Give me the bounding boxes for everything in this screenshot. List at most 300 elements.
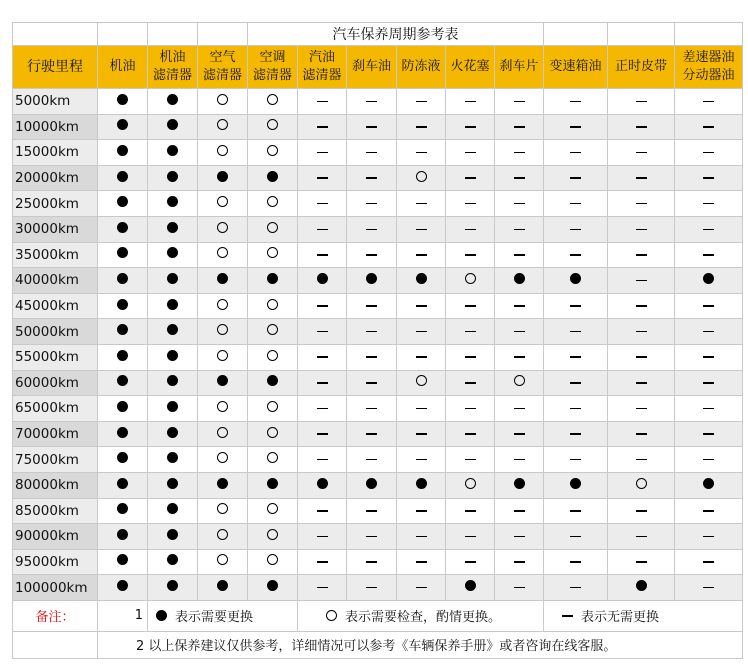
- header-label: 滤清器: [302, 68, 342, 83]
- schedule-cell: [198, 524, 248, 550]
- schedule-cell: [495, 421, 544, 447]
- schedule-cell: [98, 396, 148, 422]
- filled-circle-icon: [267, 171, 278, 182]
- schedule-cell: [248, 242, 298, 268]
- dash-icon: [703, 101, 714, 103]
- open-circle-icon: [267, 299, 278, 310]
- dash-icon: [366, 356, 377, 358]
- schedule-cell: [148, 319, 198, 345]
- schedule-cell: [347, 242, 397, 268]
- dash-icon: [514, 101, 525, 103]
- schedule-cell: [544, 549, 608, 575]
- dash-icon: [317, 126, 328, 128]
- schedule-cell: [148, 498, 198, 524]
- dash-icon: [636, 356, 647, 358]
- open-circle-icon: [267, 427, 278, 438]
- open-circle-icon: [217, 145, 228, 156]
- schedule-cell: [675, 140, 743, 166]
- dash-icon: [317, 101, 328, 103]
- notes-row-2: [13, 631, 743, 658]
- title-blank-cell: [608, 23, 675, 46]
- dash-icon: [514, 587, 525, 589]
- filled-circle-icon: [117, 324, 128, 335]
- legend-filled: [148, 600, 298, 631]
- notes-label: 备注：: [13, 600, 98, 631]
- open-circle-icon: [267, 145, 278, 156]
- filled-circle-icon: [167, 478, 178, 489]
- open-circle-icon: [217, 529, 228, 540]
- filled-circle-icon: [117, 94, 128, 105]
- dash-icon: [703, 536, 714, 538]
- dash-icon: [514, 356, 525, 358]
- schedule-cell: [98, 114, 148, 140]
- dash-icon: [570, 408, 581, 410]
- dash-icon: [465, 331, 476, 333]
- dash-icon: [317, 254, 328, 256]
- schedule-cell: [495, 370, 544, 396]
- schedule-cell: [397, 216, 446, 242]
- schedule-cell: [298, 89, 347, 115]
- dash-icon: [366, 229, 377, 231]
- table-row: [13, 114, 743, 140]
- schedule-cell: [544, 319, 608, 345]
- maintenance-table-wrap: [12, 22, 743, 659]
- schedule-cell: [148, 421, 198, 447]
- dash-icon: [465, 356, 476, 358]
- schedule-cell: [148, 191, 198, 217]
- dash-icon: [703, 561, 714, 563]
- open-circle-icon: [267, 452, 278, 463]
- schedule-cell: [495, 165, 544, 191]
- dash-icon: [636, 536, 647, 538]
- schedule-cell: [198, 549, 248, 575]
- schedule-cell: [148, 575, 198, 601]
- table-row: [13, 396, 743, 422]
- header-label: 差速器油: [682, 50, 735, 65]
- schedule-cell: [248, 191, 298, 217]
- filled-circle-icon: [267, 478, 278, 489]
- filled-circle-icon: [636, 580, 647, 591]
- schedule-cell: [298, 165, 347, 191]
- filled-circle-icon: [416, 478, 427, 489]
- schedule-cell: [608, 498, 675, 524]
- schedule-cell: [98, 319, 148, 345]
- filled-circle-icon: [117, 273, 128, 284]
- schedule-cell: [148, 549, 198, 575]
- schedule-cell: [298, 549, 347, 575]
- dash-icon: [636, 459, 647, 461]
- dash-icon: [366, 305, 377, 307]
- dash-icon: [317, 331, 328, 333]
- schedule-cell: [148, 396, 198, 422]
- schedule-cell: [347, 114, 397, 140]
- schedule-cell: [608, 216, 675, 242]
- schedule-cell: [98, 549, 148, 575]
- schedule-cell: [446, 472, 495, 498]
- dash-icon: [636, 203, 647, 205]
- dash-icon: [703, 356, 714, 358]
- schedule-cell: [397, 524, 446, 550]
- schedule-cell: [98, 216, 148, 242]
- note-number-2: 2: [136, 639, 145, 655]
- header-cell-7: [397, 46, 446, 89]
- dash-icon: [317, 152, 328, 154]
- schedule-cell: [347, 447, 397, 473]
- open-circle-icon: [416, 171, 427, 182]
- schedule-cell: [608, 293, 675, 319]
- schedule-cell: [446, 447, 495, 473]
- schedule-cell: [397, 447, 446, 473]
- schedule-cell: [298, 447, 347, 473]
- header-cell-6: [347, 46, 397, 89]
- schedule-cell: [544, 165, 608, 191]
- table-row: [13, 370, 743, 396]
- dash-icon: [570, 331, 581, 333]
- schedule-cell: [495, 498, 544, 524]
- schedule-cell: [544, 293, 608, 319]
- dash-icon: [366, 152, 377, 154]
- mileage-cell: 55000km: [13, 344, 98, 370]
- dash-icon: [465, 203, 476, 205]
- filled-circle-icon: [167, 503, 178, 514]
- schedule-cell: [298, 421, 347, 447]
- dash-icon: [416, 126, 427, 128]
- open-circle-icon: [267, 529, 278, 540]
- dash-icon: [514, 229, 525, 231]
- schedule-cell: [347, 524, 397, 550]
- table-row: [13, 216, 743, 242]
- schedule-cell: [198, 114, 248, 140]
- schedule-cell: [397, 319, 446, 345]
- schedule-cell: [347, 396, 397, 422]
- filled-circle-icon: [217, 273, 228, 284]
- schedule-cell: [298, 344, 347, 370]
- schedule-cell: [397, 114, 446, 140]
- schedule-cell: [298, 242, 347, 268]
- dash-icon: [636, 177, 647, 179]
- schedule-cell: [675, 89, 743, 115]
- dash-icon: [317, 587, 328, 589]
- dash-icon: [317, 459, 328, 461]
- schedule-cell: [148, 370, 198, 396]
- dash-icon: [703, 433, 714, 435]
- mileage-cell: 45000km: [13, 293, 98, 319]
- schedule-cell: [544, 575, 608, 601]
- schedule-cell: [248, 293, 298, 319]
- schedule-cell: [148, 165, 198, 191]
- filled-circle-icon: [167, 580, 178, 591]
- table-title: 汽车保养周期参考表: [248, 23, 544, 46]
- dash-icon: [570, 536, 581, 538]
- filled-circle-icon: [117, 427, 128, 438]
- filled-circle-icon: [217, 375, 228, 386]
- schedule-cell: [248, 396, 298, 422]
- schedule-cell: [148, 216, 198, 242]
- schedule-cell: [397, 89, 446, 115]
- dash-icon: [366, 408, 377, 410]
- schedule-cell: [675, 216, 743, 242]
- open-circle-icon: [217, 247, 228, 258]
- dash-icon: [570, 203, 581, 205]
- header-label: 机油: [109, 59, 136, 74]
- filled-circle-icon: [167, 401, 178, 412]
- dash-icon: [366, 536, 377, 538]
- schedule-cell: [446, 140, 495, 166]
- schedule-cell: [98, 268, 148, 294]
- open-circle-icon: [217, 324, 228, 335]
- mileage-cell: 35000km: [13, 242, 98, 268]
- schedule-cell: [248, 216, 298, 242]
- schedule-cell: [397, 242, 446, 268]
- dash-icon: [636, 152, 647, 154]
- dash-icon: [570, 229, 581, 231]
- dash-icon: [562, 615, 573, 617]
- dash-icon: [703, 305, 714, 307]
- filled-circle-icon: [117, 196, 128, 207]
- dash-icon: [465, 254, 476, 256]
- filled-circle-icon: [465, 580, 476, 591]
- schedule-cell: [98, 472, 148, 498]
- schedule-cell: [248, 498, 298, 524]
- schedule-cell: [347, 216, 397, 242]
- filled-circle-icon: [117, 554, 128, 565]
- dash-icon: [570, 561, 581, 563]
- table-row: [13, 319, 743, 345]
- mileage-cell: 50000km: [13, 319, 98, 345]
- open-circle-icon: [217, 427, 228, 438]
- schedule-cell: [495, 140, 544, 166]
- dash-icon: [570, 433, 581, 435]
- schedule-cell: [675, 191, 743, 217]
- title-blank-cell: [675, 23, 743, 46]
- dash-icon: [570, 101, 581, 103]
- table-row: [13, 140, 743, 166]
- schedule-cell: [98, 89, 148, 115]
- filled-circle-icon: [117, 478, 128, 489]
- legend-filled-text: 表示需要更换: [175, 610, 254, 626]
- filled-circle-icon: [167, 119, 178, 130]
- header-label: 防冻液: [401, 59, 441, 74]
- filled-circle-icon: [416, 273, 427, 284]
- schedule-cell: [544, 89, 608, 115]
- schedule-cell: [198, 447, 248, 473]
- open-circle-icon: [267, 247, 278, 258]
- table-row: [13, 524, 743, 550]
- open-circle-icon: [326, 610, 337, 621]
- schedule-cell: [675, 549, 743, 575]
- schedule-cell: [397, 293, 446, 319]
- filled-circle-icon: [167, 273, 178, 284]
- filled-circle-icon: [514, 273, 525, 284]
- schedule-cell: [148, 114, 198, 140]
- dash-icon: [636, 433, 647, 435]
- schedule-cell: [198, 498, 248, 524]
- schedule-cell: [248, 549, 298, 575]
- table-row: [13, 447, 743, 473]
- schedule-cell: [397, 549, 446, 575]
- note-2-text: 以上保养建议仅供参考，详细情况可以参考《车辆保养手册》或者咨询在线客服。: [148, 639, 617, 655]
- maintenance-schedule-table: [12, 22, 743, 659]
- schedule-cell: [347, 549, 397, 575]
- dash-icon: [570, 587, 581, 589]
- open-circle-icon: [267, 222, 278, 233]
- open-circle-icon: [267, 350, 278, 361]
- dash-icon: [465, 126, 476, 128]
- dash-icon: [465, 101, 476, 103]
- header-cell-5: [298, 46, 347, 89]
- dash-icon: [416, 408, 427, 410]
- schedule-cell: [148, 524, 198, 550]
- open-circle-icon: [267, 503, 278, 514]
- schedule-cell: [495, 396, 544, 422]
- legend-open: [298, 600, 544, 631]
- schedule-cell: [397, 498, 446, 524]
- notes-blank-cell: [13, 631, 98, 658]
- title-blank-cell: [13, 23, 98, 46]
- dash-icon: [703, 510, 714, 512]
- dash-icon: [514, 254, 525, 256]
- dash-icon: [416, 305, 427, 307]
- schedule-cell: [446, 319, 495, 345]
- schedule-cell: [98, 575, 148, 601]
- schedule-cell: [347, 498, 397, 524]
- dash-icon: [636, 229, 647, 231]
- dash-icon: [465, 305, 476, 307]
- header-cell-8: [446, 46, 495, 89]
- dash-icon: [570, 152, 581, 154]
- dash-icon: [703, 152, 714, 154]
- dash-icon: [514, 536, 525, 538]
- schedule-cell: [608, 165, 675, 191]
- title-blank-cell: [544, 23, 608, 46]
- schedule-cell: [495, 549, 544, 575]
- filled-circle-icon: [117, 375, 128, 386]
- filled-circle-icon: [117, 247, 128, 258]
- dash-icon: [317, 510, 328, 512]
- filled-circle-icon: [217, 171, 228, 182]
- dash-icon: [514, 177, 525, 179]
- schedule-cell: [98, 242, 148, 268]
- dash-icon: [465, 408, 476, 410]
- dash-icon: [703, 126, 714, 128]
- filled-circle-icon: [167, 324, 178, 335]
- filled-circle-icon: [167, 145, 178, 156]
- dash-icon: [416, 331, 427, 333]
- schedule-cell: [446, 575, 495, 601]
- mileage-cell: 100000km: [13, 575, 98, 601]
- dash-icon: [636, 331, 647, 333]
- header-label: 滤清器: [202, 68, 242, 83]
- header-label: 变速箱油: [549, 59, 602, 74]
- schedule-cell: [148, 268, 198, 294]
- header-cell-9: [495, 46, 544, 89]
- mileage-cell: 90000km: [13, 524, 98, 550]
- schedule-cell: [544, 242, 608, 268]
- dash-icon: [416, 587, 427, 589]
- filled-circle-icon: [117, 171, 128, 182]
- filled-circle-icon: [156, 610, 167, 621]
- schedule-cell: [675, 293, 743, 319]
- schedule-cell: [198, 242, 248, 268]
- schedule-cell: [298, 319, 347, 345]
- filled-circle-icon: [703, 273, 714, 284]
- schedule-cell: [675, 575, 743, 601]
- schedule-cell: [98, 140, 148, 166]
- dash-icon: [514, 510, 525, 512]
- schedule-cell: [544, 344, 608, 370]
- schedule-cell: [608, 242, 675, 268]
- note-number-1: 1: [98, 600, 148, 631]
- header-cell-4: [248, 46, 298, 89]
- filled-circle-icon: [117, 145, 128, 156]
- filled-circle-icon: [217, 478, 228, 489]
- filled-circle-icon: [117, 580, 128, 591]
- schedule-cell: [495, 524, 544, 550]
- dash-icon: [636, 280, 647, 282]
- open-circle-icon: [217, 119, 228, 130]
- dash-icon: [636, 126, 647, 128]
- schedule-cell: [298, 191, 347, 217]
- dash-icon: [636, 408, 647, 410]
- schedule-cell: [495, 114, 544, 140]
- schedule-cell: [198, 421, 248, 447]
- schedule-cell: [298, 575, 347, 601]
- dash-icon: [317, 561, 328, 563]
- dash-icon: [570, 254, 581, 256]
- schedule-cell: [248, 344, 298, 370]
- schedule-cell: [397, 165, 446, 191]
- schedule-cell: [347, 472, 397, 498]
- filled-circle-icon: [167, 452, 178, 463]
- filled-circle-icon: [366, 478, 377, 489]
- schedule-cell: [397, 140, 446, 166]
- schedule-cell: [446, 370, 495, 396]
- filled-circle-icon: [117, 401, 128, 412]
- dash-icon: [514, 561, 525, 563]
- schedule-cell: [608, 268, 675, 294]
- schedule-cell: [397, 370, 446, 396]
- dash-icon: [366, 254, 377, 256]
- schedule-cell: [675, 114, 743, 140]
- schedule-cell: [98, 293, 148, 319]
- open-circle-icon: [217, 401, 228, 412]
- table-row: [13, 268, 743, 294]
- schedule-cell: [98, 421, 148, 447]
- dash-icon: [317, 382, 328, 384]
- dash-icon: [465, 229, 476, 231]
- header-label: 空调: [259, 50, 286, 65]
- header-label: 行驶里程: [27, 59, 83, 75]
- schedule-cell: [298, 216, 347, 242]
- dash-icon: [465, 561, 476, 563]
- dash-icon: [416, 536, 427, 538]
- schedule-cell: [446, 114, 495, 140]
- schedule-cell: [298, 472, 347, 498]
- dash-icon: [366, 587, 377, 589]
- mileage-cell: 25000km: [13, 191, 98, 217]
- schedule-cell: [198, 472, 248, 498]
- schedule-cell: [675, 319, 743, 345]
- mileage-cell: 75000km: [13, 447, 98, 473]
- filled-circle-icon: [117, 529, 128, 540]
- schedule-cell: [446, 524, 495, 550]
- schedule-cell: [608, 89, 675, 115]
- schedule-cell: [675, 268, 743, 294]
- dash-icon: [636, 382, 647, 384]
- open-circle-icon: [267, 324, 278, 335]
- schedule-cell: [98, 524, 148, 550]
- schedule-cell: [608, 396, 675, 422]
